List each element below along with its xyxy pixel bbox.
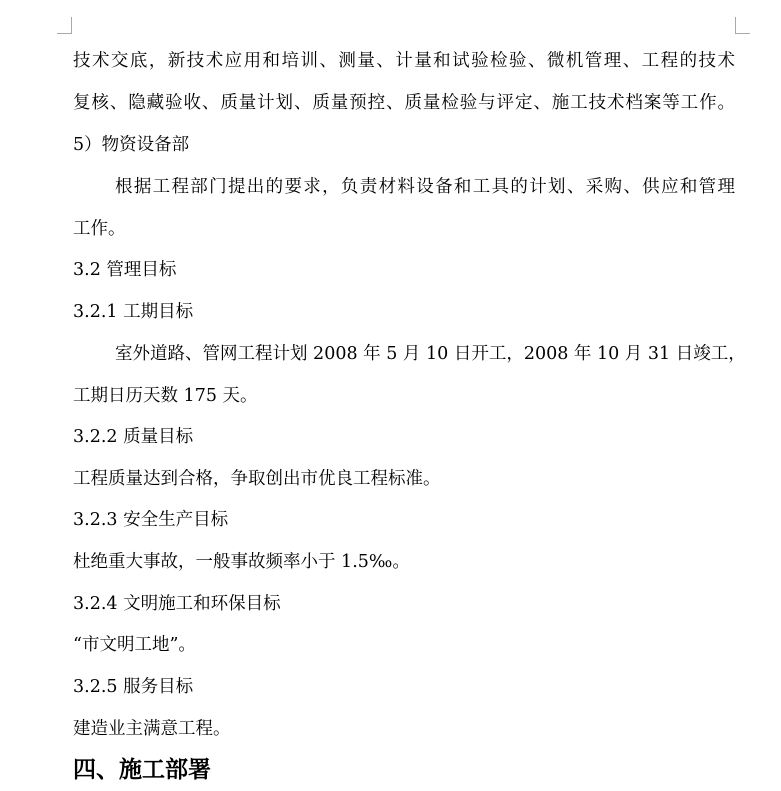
section-heading-3-2-3: 3.2.3 安全生产目标 bbox=[73, 510, 229, 530]
section-heading-3-2-5: 3.2.5 服务目标 bbox=[73, 677, 194, 697]
paragraph-line: 建造业主满意工程。 bbox=[73, 719, 231, 739]
paragraph-line: 杜绝重大事故，一般事故频率小于 1.5‰。 bbox=[73, 552, 410, 572]
paragraph-line: 工程质量达到合格，争取创出市优良工程标准。 bbox=[73, 469, 441, 489]
chapter-heading: 四、施工部署 bbox=[73, 756, 211, 783]
section-heading-3-2-4: 3.2.4 文明施工和环保目标 bbox=[73, 594, 281, 614]
paragraph-line: 工作。 bbox=[73, 219, 126, 239]
section-heading-3-2: 3.2 管理目标 bbox=[73, 260, 177, 280]
section-heading-material-dept: 5）物资设备部 bbox=[73, 135, 190, 155]
paragraph-line: “市文明工地”。 bbox=[73, 635, 196, 655]
section-heading-3-2-1: 3.2.1 工期目标 bbox=[73, 302, 194, 322]
section-heading-3-2-2: 3.2.2 质量目标 bbox=[73, 427, 194, 447]
paragraph-line: 根据工程部门提出的要求，负责材料设备和工具的计划、采购、供应和管理 bbox=[115, 177, 735, 197]
paragraph-line: 技术交底，新技术应用和培训、测量、计量和试验检验、微机管理、工程的技术 bbox=[73, 51, 735, 71]
paragraph-line: 室外道路、管网工程计划 2008 年 5 月 10 日开工，2008 年 10 月 31 日竣工， bbox=[115, 344, 746, 364]
paragraph-line: 工期日历天数 175 天。 bbox=[73, 386, 258, 406]
paragraph-line: 复核、隐藏验收、质量计划、质量预控、质量检验与评定、施工技术档案等工作。 bbox=[73, 93, 735, 113]
